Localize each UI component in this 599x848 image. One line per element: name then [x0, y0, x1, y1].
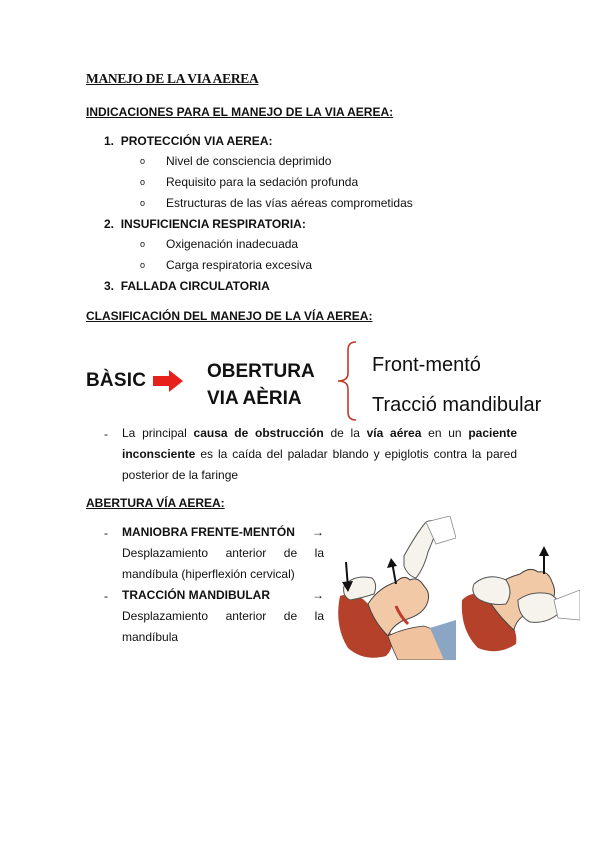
list-item: o Carga respiratoria excesiva: [140, 258, 313, 272]
right-arrow-icon: [152, 369, 184, 393]
list-item: o Estructuras de las vías aéreas comprometidas: [140, 196, 413, 210]
note-dash: -: [104, 427, 108, 441]
arrow-shape: [153, 370, 183, 392]
bullet-icon: o: [140, 239, 146, 249]
option-front-mento: Front-mentó: [372, 354, 481, 376]
item-number: 2.: [104, 217, 115, 231]
indication-item-2: [104, 217, 306, 231]
bullet-icon: o: [140, 177, 146, 187]
maneuver-traccion-mandibular: [122, 585, 324, 648]
maneuver-dash: -: [104, 589, 108, 603]
maneuver-name: TRACCIÓN MANDIBULAR: [122, 588, 270, 602]
maneuver-title-row: [122, 585, 324, 606]
opening-line-2: VIA AÈRIA: [207, 388, 302, 409]
indications-heading: INDICACIONES PARA EL MANEJO DE LA VIA AEREA:: [86, 105, 394, 119]
opening-heading: ABERTURA VÍA AEREA:: [86, 496, 225, 510]
bullet-icon: o: [140, 260, 146, 270]
head-tilt-chin-lift-illustration: [334, 516, 456, 660]
item-number: 1.: [104, 134, 115, 148]
brace-path: [338, 342, 356, 420]
jaw-thrust-illustration: [458, 540, 580, 654]
indication-item-3: [104, 279, 270, 293]
indication-item-1: [104, 134, 272, 148]
item-label: PROTECCIÓN VIA AEREA:: [120, 134, 273, 148]
obstruction-note: La principal causa de obstrucción de la vía aérea en un paciente inconsciente es la caída del paladar blando y epiglotis contra la pared posterior de la faringe: [122, 426, 517, 482]
page-title: MANEJO DE LA VIA AEREA: [86, 71, 259, 86]
maneuver-description: Desplazamiento anterior de la mandíbula: [122, 609, 324, 644]
option-traccio-mandibular: Tracció mandibular: [372, 394, 542, 416]
airway-opening-label: [207, 358, 315, 412]
item-label: FALLADA CIRCULATORIA: [120, 279, 270, 293]
right-arrow-icon: →: [312, 588, 324, 602]
bullet-icon: o: [140, 156, 146, 166]
maneuver-title-row: [122, 522, 324, 543]
maneuver-dash: -: [104, 526, 108, 540]
item-label: INSUFICIENCIA RESPIRATORIA:: [120, 217, 306, 231]
hand-right: [518, 593, 559, 622]
list-item: o Oxigenación inadecuada: [140, 237, 299, 251]
list-item: o Nivel de consciencia deprimido: [140, 154, 332, 168]
opening-line-1: OBERTURA: [207, 361, 315, 382]
up-arrowhead: [387, 558, 397, 568]
curly-brace-icon: [334, 340, 360, 422]
classification-heading: CLASIFICACIÓN DEL MANEJO DE LA VÍA AEREA:: [86, 309, 373, 323]
up-arrowhead: [539, 546, 549, 556]
maneuver-name: MANIOBRA FRENTE-MENTÓN: [122, 525, 295, 539]
basic-label: BÀSIC: [86, 370, 147, 391]
arm-shape: [554, 590, 580, 620]
maneuver-frente-menton: [122, 522, 324, 585]
list-item: o Requisito para la sedación profunda: [140, 175, 359, 189]
maneuver-description: Desplazamiento anterior de la mandíbula (hiperflexión cervical): [122, 546, 324, 581]
bullet-icon: o: [140, 198, 146, 208]
right-arrow-icon: →: [312, 525, 324, 539]
item-number: 3.: [104, 279, 115, 293]
